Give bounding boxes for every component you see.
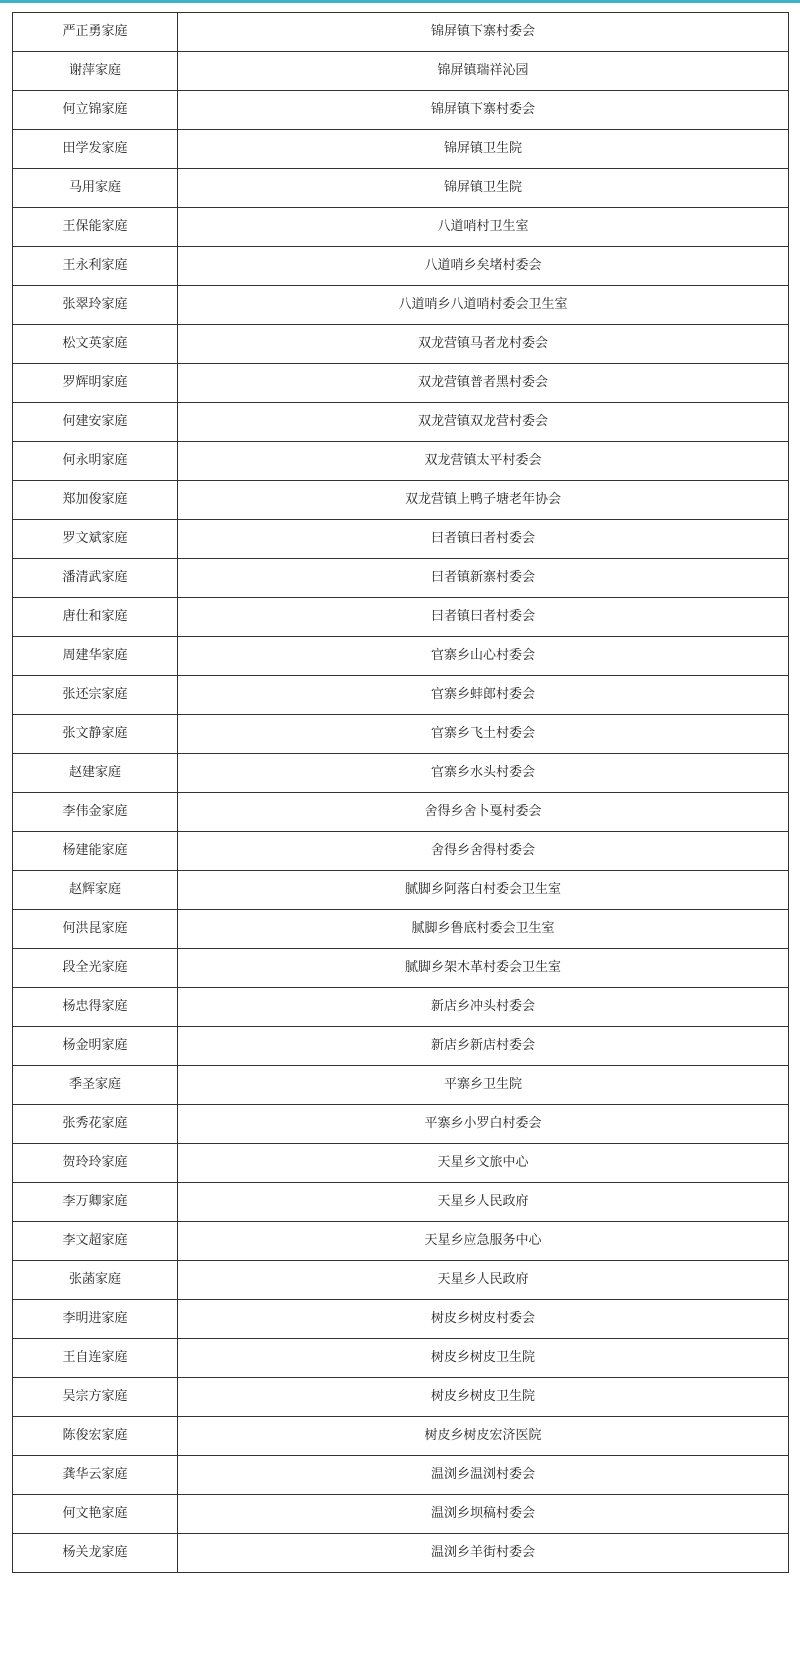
family-name-cell: 赵建家庭	[13, 754, 178, 793]
work-unit-cell: 双龙营镇双龙营村委会	[178, 403, 789, 442]
table-row	[13, 442, 789, 481]
work-unit-cell: 曰者镇曰者村委会	[178, 598, 789, 637]
table-row	[13, 1534, 789, 1573]
work-unit-cell: 锦屏镇卫生院	[178, 169, 789, 208]
family-name-cell: 龚华云家庭	[13, 1456, 178, 1495]
family-name-cell: 王保能家庭	[13, 208, 178, 247]
table-row	[13, 1027, 789, 1066]
work-unit-cell: 锦屏镇卫生院	[178, 130, 789, 169]
work-unit-cell: 锦屏镇瑞祥沁园	[178, 52, 789, 91]
work-unit-cell: 曰者镇曰者村委会	[178, 520, 789, 559]
table-row	[13, 130, 789, 169]
work-unit-cell: 天星乡人民政府	[178, 1261, 789, 1300]
table-row	[13, 247, 789, 286]
family-name-cell: 季圣家庭	[13, 1066, 178, 1105]
table-row	[13, 1183, 789, 1222]
table-row	[13, 1222, 789, 1261]
table-row	[13, 208, 789, 247]
family-name-cell: 马用家庭	[13, 169, 178, 208]
family-name-cell: 段全光家庭	[13, 949, 178, 988]
work-unit-cell: 双龙营镇普者黑村委会	[178, 364, 789, 403]
work-unit-cell: 双龙营镇上鸭子塘老年协会	[178, 481, 789, 520]
work-unit-cell: 官寨乡水头村委会	[178, 754, 789, 793]
work-unit-cell: 腻脚乡鲁底村委会卫生室	[178, 910, 789, 949]
table-row	[13, 676, 789, 715]
family-name-cell: 松文英家庭	[13, 325, 178, 364]
work-unit-cell: 八道哨村卫生室	[178, 208, 789, 247]
table-row	[13, 286, 789, 325]
top-accent-bar	[0, 0, 800, 3]
table-row	[13, 364, 789, 403]
family-name-cell: 周建华家庭	[13, 637, 178, 676]
family-name-cell: 唐仕和家庭	[13, 598, 178, 637]
table-row	[13, 1300, 789, 1339]
work-unit-cell: 温浏乡羊街村委会	[178, 1534, 789, 1573]
table-row	[13, 754, 789, 793]
family-name-cell: 何立锦家庭	[13, 91, 178, 130]
table-row	[13, 871, 789, 910]
family-name-cell: 谢萍家庭	[13, 52, 178, 91]
work-unit-cell: 锦屏镇下寨村委会	[178, 91, 789, 130]
table-row	[13, 520, 789, 559]
family-name-cell: 杨忠得家庭	[13, 988, 178, 1027]
work-unit-cell: 曰者镇新寨村委会	[178, 559, 789, 598]
work-unit-cell: 官寨乡飞土村委会	[178, 715, 789, 754]
table-row	[13, 559, 789, 598]
family-name-cell: 杨建能家庭	[13, 832, 178, 871]
family-name-cell: 吴宗方家庭	[13, 1378, 178, 1417]
work-unit-cell: 温浏乡温浏村委会	[178, 1456, 789, 1495]
family-name-cell: 潘清武家庭	[13, 559, 178, 598]
family-name-cell: 郑加俊家庭	[13, 481, 178, 520]
family-name-cell: 王自连家庭	[13, 1339, 178, 1378]
work-unit-cell: 树皮乡树皮村委会	[178, 1300, 789, 1339]
family-name-cell: 何文艳家庭	[13, 1495, 178, 1534]
family-name-cell: 张文静家庭	[13, 715, 178, 754]
table-row	[13, 832, 789, 871]
table-row	[13, 52, 789, 91]
work-unit-cell: 树皮乡树皮卫生院	[178, 1378, 789, 1417]
family-name-cell: 杨金明家庭	[13, 1027, 178, 1066]
family-name-cell: 王永利家庭	[13, 247, 178, 286]
table-row	[13, 1339, 789, 1378]
work-unit-cell: 官寨乡蚌郎村委会	[178, 676, 789, 715]
table-row	[13, 1495, 789, 1534]
work-unit-cell: 腻脚乡架木革村委会卫生室	[178, 949, 789, 988]
family-name-cell: 罗文斌家庭	[13, 520, 178, 559]
work-unit-cell: 八道哨乡矣堵村委会	[178, 247, 789, 286]
family-roster-sheet	[12, 12, 788, 1573]
family-roster-table	[12, 12, 789, 1573]
table-row	[13, 637, 789, 676]
work-unit-cell: 双龙营镇马者龙村委会	[178, 325, 789, 364]
table-row	[13, 1261, 789, 1300]
family-name-cell: 李万卿家庭	[13, 1183, 178, 1222]
family-name-cell: 何永明家庭	[13, 442, 178, 481]
family-name-cell: 贺玲玲家庭	[13, 1144, 178, 1183]
family-name-cell: 张还宗家庭	[13, 676, 178, 715]
table-row	[13, 910, 789, 949]
table-row	[13, 793, 789, 832]
work-unit-cell: 平寨乡卫生院	[178, 1066, 789, 1105]
work-unit-cell: 八道哨乡八道哨村委会卫生室	[178, 286, 789, 325]
family-name-cell: 何建安家庭	[13, 403, 178, 442]
table-row	[13, 403, 789, 442]
table-row	[13, 91, 789, 130]
work-unit-cell: 舍得乡舍得村委会	[178, 832, 789, 871]
work-unit-cell: 新店乡新店村委会	[178, 1027, 789, 1066]
family-name-cell: 李文超家庭	[13, 1222, 178, 1261]
table-row	[13, 1105, 789, 1144]
family-name-cell: 何洪昆家庭	[13, 910, 178, 949]
table-row	[13, 169, 789, 208]
table-row	[13, 1378, 789, 1417]
table-row	[13, 481, 789, 520]
work-unit-cell: 天星乡应急服务中心	[178, 1222, 789, 1261]
work-unit-cell: 树皮乡树皮宏济医院	[178, 1417, 789, 1456]
table-row	[13, 325, 789, 364]
work-unit-cell: 双龙营镇太平村委会	[178, 442, 789, 481]
table-row	[13, 988, 789, 1027]
family-name-cell: 张菡家庭	[13, 1261, 178, 1300]
roster-body	[13, 13, 789, 1573]
family-name-cell: 陈俊宏家庭	[13, 1417, 178, 1456]
work-unit-cell: 官寨乡山心村委会	[178, 637, 789, 676]
work-unit-cell: 天星乡文旅中心	[178, 1144, 789, 1183]
table-row	[13, 13, 789, 52]
family-name-cell: 张翠玲家庭	[13, 286, 178, 325]
work-unit-cell: 树皮乡树皮卫生院	[178, 1339, 789, 1378]
work-unit-cell: 新店乡冲头村委会	[178, 988, 789, 1027]
work-unit-cell: 温浏乡坝稿村委会	[178, 1495, 789, 1534]
family-name-cell: 杨关龙家庭	[13, 1534, 178, 1573]
work-unit-cell: 腻脚乡阿落白村委会卫生室	[178, 871, 789, 910]
work-unit-cell: 锦屏镇下寨村委会	[178, 13, 789, 52]
work-unit-cell: 舍得乡舍卜戛村委会	[178, 793, 789, 832]
table-row	[13, 598, 789, 637]
family-name-cell: 田学发家庭	[13, 130, 178, 169]
family-name-cell: 李伟金家庭	[13, 793, 178, 832]
table-row	[13, 1144, 789, 1183]
family-name-cell: 张秀花家庭	[13, 1105, 178, 1144]
family-name-cell: 赵辉家庭	[13, 871, 178, 910]
table-row	[13, 1456, 789, 1495]
table-row	[13, 949, 789, 988]
table-row	[13, 1417, 789, 1456]
table-row	[13, 1066, 789, 1105]
table-row	[13, 715, 789, 754]
family-name-cell: 李明进家庭	[13, 1300, 178, 1339]
work-unit-cell: 天星乡人民政府	[178, 1183, 789, 1222]
family-name-cell: 罗辉明家庭	[13, 364, 178, 403]
family-name-cell: 严正勇家庭	[13, 13, 178, 52]
work-unit-cell: 平寨乡小罗白村委会	[178, 1105, 789, 1144]
